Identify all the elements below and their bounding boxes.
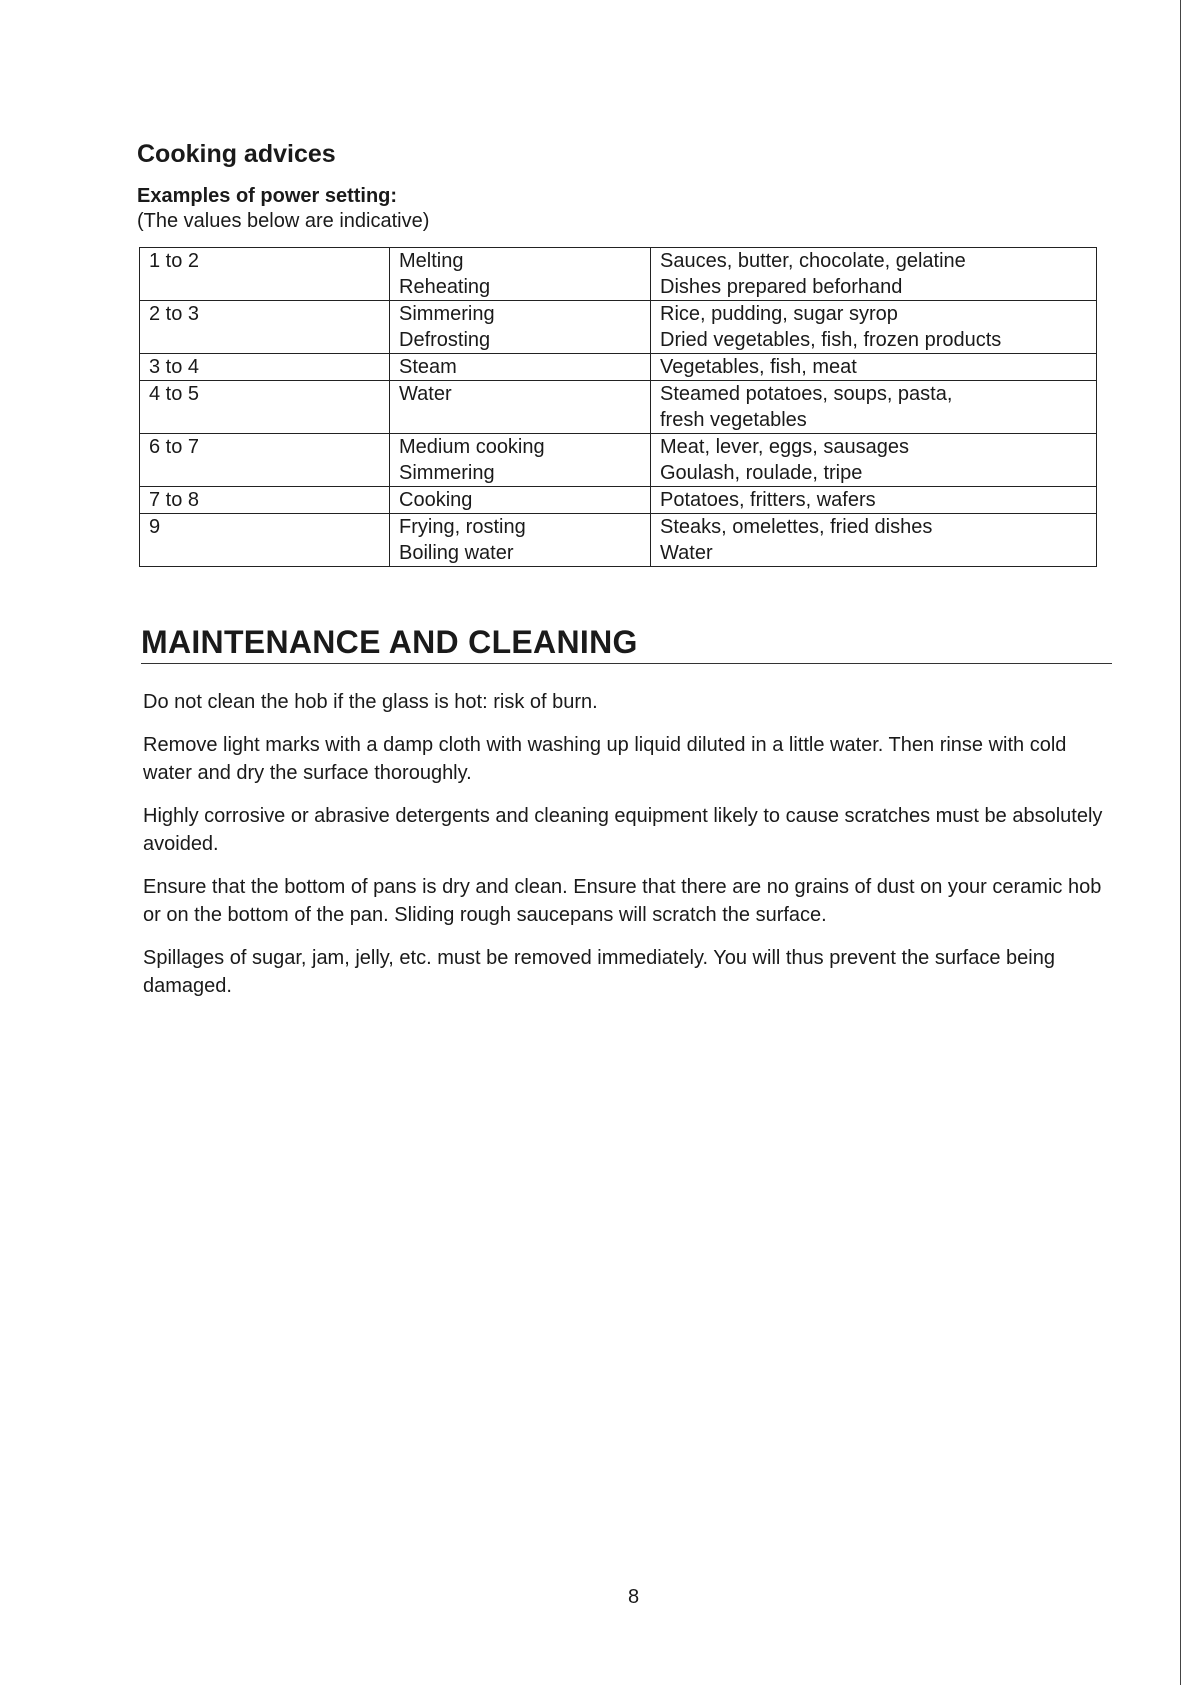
paragraph: Highly corrosive or abrasive detergents and cleaning equipment likely to cause scratches must be absolutely avoided. — [143, 805, 1103, 855]
cooking-mode-cell: Steam — [390, 354, 651, 381]
page-number: 8 — [628, 1586, 640, 1608]
power-setting-subtitle: Examples of power setting: — [137, 185, 398, 207]
paragraph: Spillages of sugar, jam, jelly, etc. must be removed immediately. You will thus prevent the surface being damaged. — [143, 947, 1055, 997]
cooking-mode-cell: Melting Reheating — [390, 248, 651, 301]
table-row — [140, 434, 1097, 487]
table-row — [140, 381, 1097, 434]
paragraph: Do not clean the hob if the glass is hot: risk of burn. — [143, 691, 598, 713]
paragraph: Ensure that the bottom of pans is dry and clean. Ensure that there are no grains of dust on your ceramic hob or on the bottom of the pan. Sliding rough saucepans will scratch the surface. — [143, 876, 1102, 926]
food-examples-cell: Sauces, butter, chocolate, gelatine Dishes prepared beforhand — [651, 248, 1097, 301]
food-examples-cell: Steamed potatoes, soups, pasta, fresh vegetables — [651, 381, 1097, 434]
cooking-advices-title: Cooking advices — [137, 140, 336, 168]
power-level-cell: 6 to 7 — [140, 434, 390, 487]
table-row — [140, 301, 1097, 354]
table-row — [140, 354, 1097, 381]
power-level-cell: 7 to 8 — [140, 487, 390, 514]
paragraph: Remove light marks with a damp cloth with washing up liquid diluted in a little water. Then rinse with cold water and dry the surface thoroughly. — [143, 734, 1067, 784]
cooking-mode-cell: Cooking — [390, 487, 651, 514]
power-level-cell: 2 to 3 — [140, 301, 390, 354]
power-setting-table — [139, 247, 1097, 567]
table-row — [140, 248, 1097, 301]
maintenance-heading: MAINTENANCE AND CLEANING — [141, 624, 1112, 664]
food-examples-cell: Steaks, omelettes, fried dishes Water — [651, 514, 1097, 567]
cooking-mode-cell: Simmering Defrosting — [390, 301, 651, 354]
power-level-cell: 9 — [140, 514, 390, 567]
power-level-cell: 4 to 5 — [140, 381, 390, 434]
power-level-cell: 3 to 4 — [140, 354, 390, 381]
food-examples-cell: Meat, lever, eggs, sausages Goulash, roulade, tripe — [651, 434, 1097, 487]
cooking-mode-cell: Frying, rosting Boiling water — [390, 514, 651, 567]
page-edge-line — [1180, 0, 1181, 1685]
table-row — [140, 487, 1097, 514]
food-examples-cell: Potatoes, fritters, wafers — [651, 487, 1097, 514]
table-row — [140, 514, 1097, 567]
maintenance-text — [143, 688, 1113, 1015]
indicative-note: (The values below are indicative) — [137, 210, 430, 232]
cooking-mode-cell: Medium cooking Simmering — [390, 434, 651, 487]
cooking-mode-cell: Water — [390, 381, 651, 434]
food-examples-cell: Vegetables, fish, meat — [651, 354, 1097, 381]
food-examples-cell: Rice, pudding, sugar syrop Dried vegetables, fish, frozen products — [651, 301, 1097, 354]
power-level-cell: 1 to 2 — [140, 248, 390, 301]
